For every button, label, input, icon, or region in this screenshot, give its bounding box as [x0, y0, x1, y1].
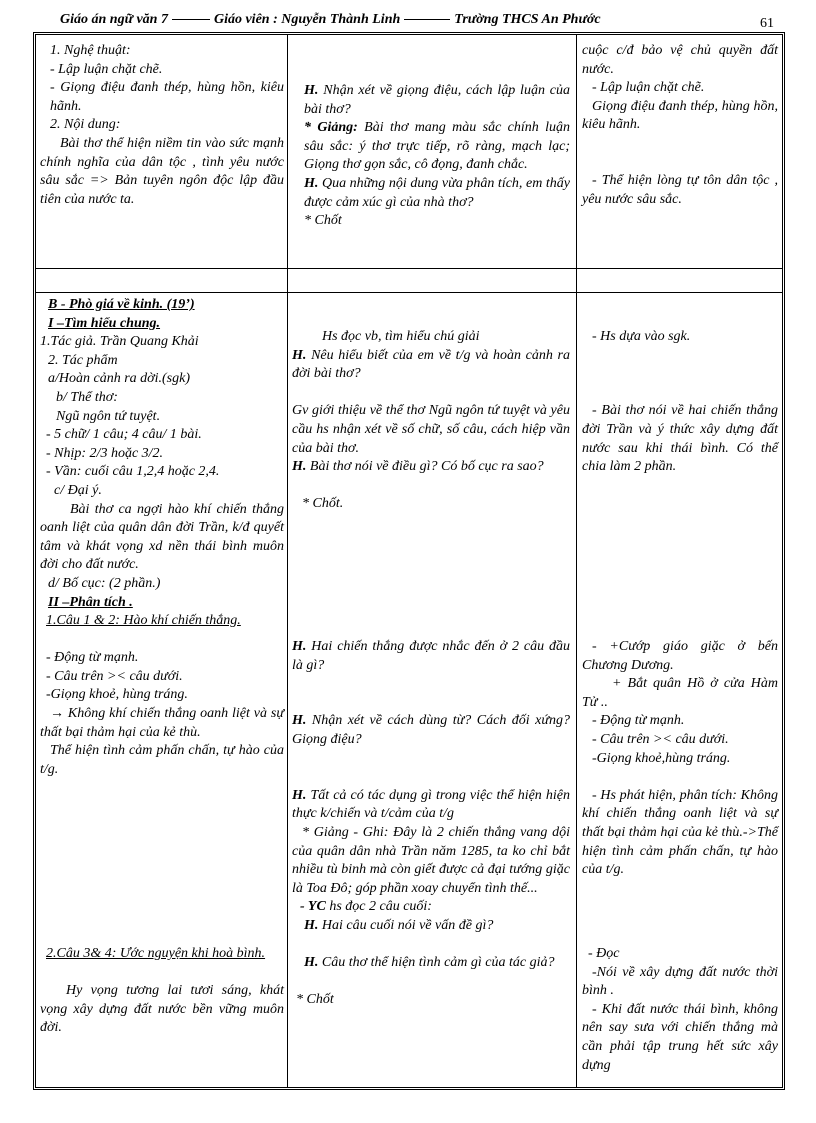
text-line: - Câu trên >< câu dưới.: [46, 668, 183, 684]
question-marker: H.: [292, 787, 307, 803]
text-line: - Thể hiện lòng tự tôn dân tộc , yêu nước sâu sắc.: [582, 173, 778, 207]
column-divider: [576, 35, 577, 1087]
section1-answer-column: [582, 42, 778, 209]
text-line: - Lập luận chặt chẽ.: [592, 80, 705, 96]
question-text: Tất cả có tác dụng gì trong việc thể hiện hiện thực k/chiến và t/cảm của t/g: [292, 787, 570, 822]
text-line: 2. Nội dung:: [50, 117, 121, 133]
text-line: - 5 chữ/ 1 câu; 4 câu/ 1 bài.: [46, 427, 202, 443]
section2-answer-column-analysis: [582, 638, 778, 880]
section2-activity-column-analysis: [292, 638, 570, 1010]
page-number: 61: [760, 16, 774, 31]
section2-content-column-end: [40, 945, 284, 1038]
giang-text: Bài thơ mang màu sắc chính luận sâu sắc: ý thơ trực tiếp, rõ ràng, mạch lạc; Giọng thơ gọn sắc, cô đọng, đanh chắc.: [304, 120, 570, 173]
school-label: Trường THCS An Phước: [454, 12, 601, 27]
page-header: [60, 12, 700, 28]
section-title: B - Phò giá về kinh. (19’): [48, 297, 195, 312]
chot-label: * Chốt.: [302, 496, 344, 512]
text-line: + Bắt quân Hồ ở cửa Hàm Tử ..: [582, 676, 778, 710]
section2-answer-column-end: [582, 945, 778, 1075]
text-line: Bài thơ ca ngợi hào khí chiến thắng oanh liệt của quân dân đời Trần, k/đ quyết tâm và khát vọng xd nền thái bình muôn đời cho đất nước.: [40, 501, 284, 573]
question-marker: H.: [304, 175, 319, 191]
text-line: - Bài thơ nói về hai chiến thắng đời Trần và ý thức xây dựng đất nước sau khi thái bình. Có thể chia làm 2 phần.: [582, 403, 778, 475]
question-marker: H.: [304, 917, 319, 933]
question-text: Qua những nội dung vừa phân tích, em thấy được cảm xúc gì của nhà thơ?: [304, 175, 570, 210]
subject-label: Giáo án ngữ văn 7: [60, 12, 168, 27]
text-line: Giọng điệu đanh thép, hùng hồn, kiêu hãnh.: [582, 98, 778, 133]
section1-activity-column: [292, 82, 570, 231]
question-text: Bài thơ nói về điều gì? Có bố cục ra sao?: [309, 459, 544, 475]
giang-label: * Giảng:: [304, 120, 358, 136]
question-text: Nêu hiểu biết của em về t/g và hoàn cảnh ra đời bài thơ?: [292, 347, 570, 382]
giang-text: * Giảng - Ghi: Đây là 2 chiến thắng vang dội của quân dân nhà Trần năm 1285, ta ko chỉ bắt nhiều tù binh mà còn giết được cả đại tướng giặc là Toa Đô; góp phần xoay chuyển tình thế...: [292, 824, 570, 896]
text-line: Hy vọng tương lai tươi sáng, khát vọng xây dựng đất nước bền vững muôn đời.: [40, 983, 284, 1036]
question-text: Câu thơ thể hiện tình cảm gì của tác giả?: [321, 955, 555, 971]
question-text: Nhận xét về giọng điệu, cách lập luận của bài thơ?: [304, 83, 571, 117]
part-heading: I –Tìm hiểu chung.: [48, 315, 161, 331]
text-line: - Hs phát hiện, phân tích: Không khí chiến thắng oanh liệt và sự thất bại thảm hại của kẻ thù.->Thể hiện tình cảm phấn chấn, tự hào của t/g.: [582, 787, 778, 878]
yc-label: - YC: [300, 899, 326, 915]
yc-text: hs đọc 2 câu cuối:: [329, 899, 432, 915]
header-separator: [404, 19, 450, 20]
question-marker: H.: [304, 83, 319, 98]
text-line: - Nhịp: 2/3 hoặc 3/2.: [46, 445, 164, 461]
row-divider: [36, 268, 782, 269]
text-line: - Vần: cuối câu 1,2,4 hoặc 2,4.: [46, 464, 220, 480]
section2-content-column: [40, 296, 284, 779]
part-heading: II –Phân tích .: [48, 594, 133, 610]
question-marker: H.: [304, 955, 319, 971]
text-line: - Giọng điệu đanh thép, hùng hồn, kiêu hãnh.: [50, 80, 284, 114]
question-marker: H.: [292, 347, 307, 363]
chot-label: * Chốt: [304, 213, 342, 229]
question-text: Nhận xét về cách dùng từ? Cách đối xứng? Giọng điệu?: [292, 713, 571, 747]
text-line: Hs đọc vb, tìm hiểu chú giải: [322, 329, 480, 344]
question-marker: H.: [292, 639, 307, 654]
text-line: d/ Bố cục: (2 phần.): [48, 575, 161, 591]
text-line: -Giọng khoẻ, hùng tráng.: [46, 687, 188, 703]
text-line: - Khi đất nước thái bình, không nên say sưa với chiến thắng mà cần phải tập trung hết sức xây dựng: [582, 1001, 778, 1073]
text-line: - Động từ mạnh.: [592, 713, 685, 729]
text-line: c/ Đại ý.: [54, 482, 102, 498]
chot-label: * Chốt: [296, 992, 334, 1008]
question-text: Hai chiến thắng được nhắc đến ở 2 câu đầu là gì?: [292, 639, 570, 673]
section1-content-column: [40, 42, 284, 209]
text-line: - Lập luận chặt chẽ.: [50, 61, 163, 77]
text-line: Thể hiện tình cảm phấn chấn, tự hào của t/g.: [40, 743, 284, 777]
text-line: 2. Tác phẩm: [48, 352, 118, 368]
section2-activity-column: [292, 328, 570, 514]
question-marker: H.: [292, 459, 307, 475]
text-line: - Động từ mạnh.: [46, 650, 139, 666]
text-line: → Không khí chiến thắng oanh liệt và sự thất bại thảm hại của kẻ thù.: [40, 706, 284, 740]
text-line: - Hs dựa vào sgk.: [592, 329, 691, 344]
column-divider: [287, 35, 288, 1087]
subsection-heading: 1.Câu 1 & 2: Hào khí chiến thắng.: [46, 613, 241, 629]
text-line: 1. Nghệ thuật:: [50, 43, 131, 58]
text-line: - Câu trên >< câu dưới.: [592, 731, 729, 747]
row-divider: [36, 292, 782, 293]
text-line: - Đọc: [588, 946, 620, 961]
subsection-heading: 2.Câu 3& 4: Ước nguyện khi hoà bình.: [46, 946, 266, 961]
text-line: cuộc c/đ bảo vệ chủ quyền đất nước.: [582, 43, 778, 77]
text-line: b/ Thể thơ:: [56, 389, 118, 405]
text-line: -Giọng khoẻ,hùng tráng.: [592, 750, 731, 766]
text-line: Gv giới thiệu về thể thơ Ngũ ngôn tứ tuyệt và yêu cầu hs nhận xét về số chữ, số câu, cách hiệp vần của bài thơ.: [292, 403, 570, 456]
section2-answer-column: [582, 328, 778, 477]
text-line: - +Cướp giáo giặc ở bến Chương Dương.: [582, 639, 778, 673]
header-separator: [172, 19, 210, 20]
text-line: -Nói về xây dựng đất nước thời bình .: [582, 964, 778, 999]
question-text: Hai câu cuối nói về vấn đề gì?: [321, 917, 494, 933]
text-line: Ngũ ngôn tứ tuyệt.: [56, 408, 161, 424]
text-line: a/Hoàn cảnh ra dời.(sgk): [48, 371, 191, 387]
teacher-label: Giáo viên : Nguyễn Thành Linh: [213, 12, 401, 27]
question-marker: H.: [292, 713, 307, 729]
text-line: Bài thơ thể hiện niềm tin vào sức mạnh chính nghĩa của dân tộc , tình yêu nước sâu sắc => Bản tuyên ngôn độc lập đầu tiên của nước ta.: [40, 135, 284, 207]
text-line: 1.Tác giả. Trần Quang Khải: [40, 334, 199, 350]
